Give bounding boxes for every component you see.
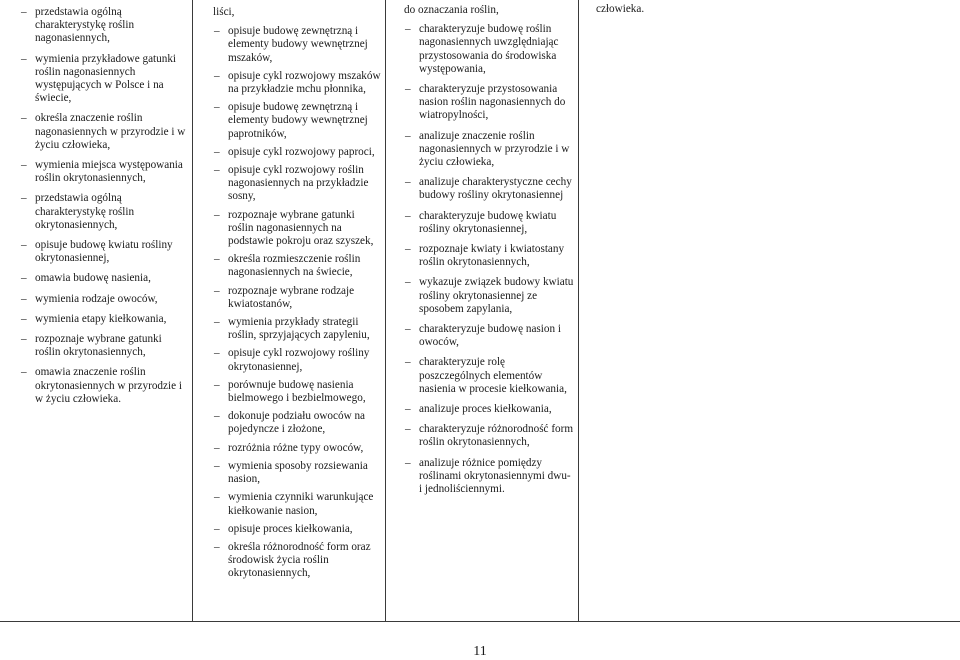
list-item: – omawia budowę nasienia, [20, 272, 188, 285]
continued-text: człowieka. [596, 3, 645, 15]
continued-text: liści, [213, 6, 235, 18]
list-item: – dokonuje podziału owoców na pojedyncze i złożone, [213, 410, 381, 436]
list-item: – opisuje proces kiełkowania, [213, 523, 381, 536]
list-item: – opisuje budowę zewnętrzną i elementy budowy wewnętrznej mszaków, [213, 25, 381, 65]
requirements-column-2 [192, 0, 385, 622]
list-item: – charakteryzuje różnorodność form roślin okrytonasiennych, [404, 423, 574, 449]
list-item: – opisuje budowę zewnętrzną i elementy budowy wewnętrznej paprotników, [213, 101, 381, 141]
requirements-list-2 [213, 25, 381, 580]
list-item: – przedstawia ogólną charakterystykę roślin okrytonasiennych, [20, 192, 188, 232]
list-item: – rozpoznaje wybrane gatunki roślin nagonasiennych na podstawie pokroju oraz szyszek, [213, 209, 381, 249]
list-item: – określa różnorodność form oraz środowisk życia roślin okrytonasiennych, [213, 541, 381, 581]
list-item: – wymienia sposoby rozsiewania nasion, [213, 460, 381, 486]
list-item: – określa rozmieszczenie roślin nagonasiennych na świecie, [213, 253, 381, 279]
list-item: – wykazuje związek budowy kwiatu rośliny okrytonasiennej ze sposobem zapylania, [404, 276, 574, 316]
list-item: – analizuje proces kiełkowania, [404, 403, 574, 416]
list-item: – rozpoznaje wybrane rodzaje kwiatostanów, [213, 285, 381, 311]
requirements-list-3 [404, 23, 574, 496]
list-item: – rozpoznaje wybrane gatunki roślin okrytonasiennych, [20, 333, 188, 359]
list-item: – charakteryzuje budowę kwiatu rośliny okrytonasiennej, [404, 210, 574, 236]
requirements-column-3 [385, 0, 578, 622]
continued-text: do oznaczania roślin, [404, 4, 499, 16]
requirements-column-1 [0, 0, 192, 622]
list-item: – omawia znaczenie roślin okrytonasiennych w przyrodzie i w życiu człowieka. [20, 366, 188, 406]
page-number: 11 [473, 644, 487, 659]
list-item: – opisuje cykl rozwojowy mszaków na przykładzie mchu płonnika, [213, 70, 381, 96]
list-item: – opisuje budowę kwiatu rośliny okrytonasiennej, [20, 239, 188, 265]
list-item: – charakteryzuje przystosowania nasion roślin nagonasiennych do wiatropylności, [404, 83, 574, 123]
list-item: – wymienia przykłady strategii roślin, sprzyjających zapyleniu, [213, 316, 381, 342]
list-item: – analizuje znaczenie roślin nagonasiennych w przyrodzie i w życiu człowieka, [404, 130, 574, 170]
list-item: – opisuje cykl rozwojowy paproci, [213, 146, 381, 159]
list-item: – określa znaczenie roślin nagonasiennych w przyrodzie i w życiu człowieka, [20, 112, 188, 152]
table-bottom-border [0, 621, 960, 622]
list-item: – opisuje cykl rozwojowy roślin nagonasiennych na przykładzie sosny, [213, 164, 381, 204]
list-item: – wymienia przykładowe gatunki roślin nagonasiennych występujących w Polsce i na świecie, [20, 53, 188, 106]
list-item: – analizuje charakterystyczne cechy budowy rośliny okrytonasiennej [404, 176, 574, 202]
list-item: – rozróżnia różne typy owoców, [213, 442, 381, 455]
list-item: – analizuje różnice pomiędzy roślinami okrytonasiennymi dwu- i jednoliściennymi. [404, 457, 574, 497]
list-item: – wymienia czynniki warunkujące kiełkowanie nasion, [213, 491, 381, 517]
requirements-list-1 [20, 6, 188, 406]
list-item: – wymienia etapy kiełkowania, [20, 313, 188, 326]
list-item: – opisuje cykl rozwojowy rośliny okrytonasiennej, [213, 347, 381, 373]
list-item: – charakteryzuje rolę poszczególnych elementów nasienia w procesie kiełkowania, [404, 356, 574, 396]
list-item: – rozpoznaje kwiaty i kwiatostany roślin okrytonasiennych, [404, 243, 574, 269]
list-item: – porównuje budowę nasienia bielmowego i bezbielmowego, [213, 379, 381, 405]
list-item: – wymienia rodzaje owoców, [20, 293, 188, 306]
list-item: – przedstawia ogólną charakterystykę roślin nagonasiennych, [20, 6, 188, 46]
list-item: – charakteryzuje budowę roślin nagonasiennych uwzględniając przystosowania do środowiska występowania, [404, 23, 574, 76]
list-item: – charakteryzuje budowę nasion i owoców, [404, 323, 574, 349]
requirements-column-4 [578, 0, 960, 622]
list-item: – wymienia miejsca występowania roślin okrytonasiennych, [20, 159, 188, 185]
